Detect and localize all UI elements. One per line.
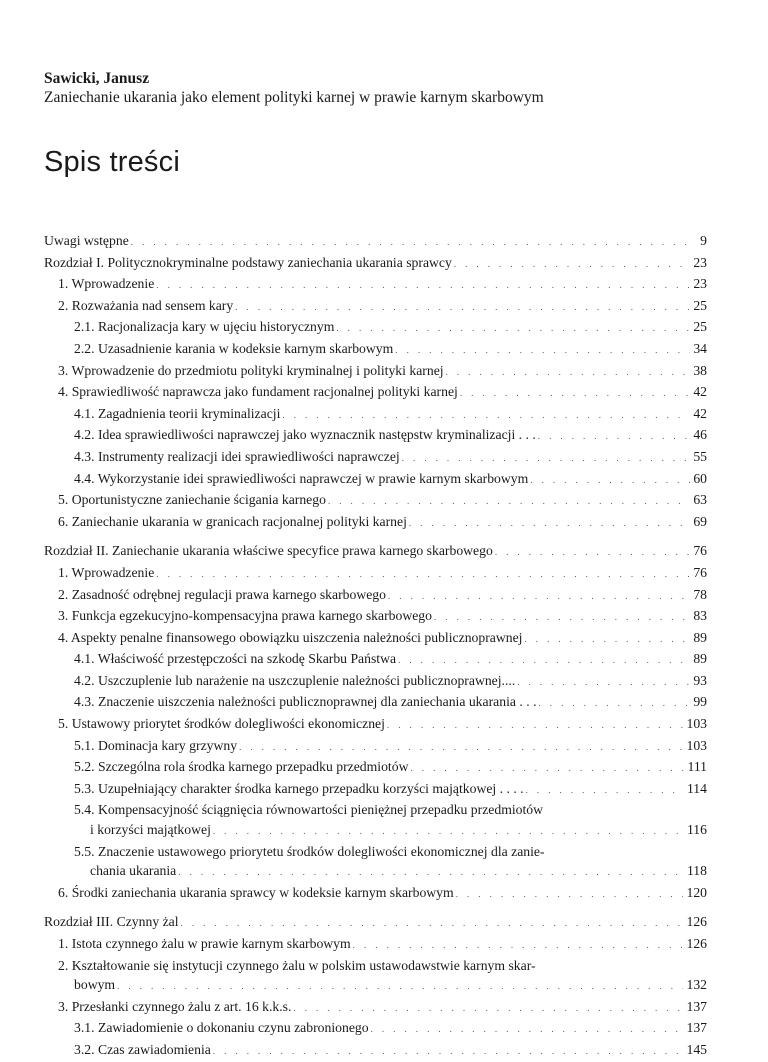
toc-entry bbox=[44, 1040, 707, 1062]
toc-entry-line bbox=[74, 820, 707, 842]
toc-page-number: 83 bbox=[693, 608, 707, 624]
dot-leader bbox=[178, 863, 684, 883]
toc-entry-title: 2. Rozważania nad sensem kary bbox=[58, 297, 234, 313]
toc-page-number: 116 bbox=[686, 822, 707, 838]
toc-entry-line bbox=[58, 956, 707, 976]
toc-entry-title: 4.1. Zagadnienia teorii kryminalizacji bbox=[74, 405, 281, 421]
toc-entry-line bbox=[58, 563, 707, 585]
toc-entry bbox=[44, 274, 707, 296]
toc-entry-title: 5.1. Dominacja kary grzywny bbox=[74, 737, 238, 753]
toc-entry bbox=[44, 253, 707, 275]
dot-leader bbox=[293, 999, 683, 1019]
toc-page-number: 25 bbox=[693, 297, 707, 313]
toc-entry bbox=[44, 649, 707, 671]
toc-entry-title: 4.3. Instrumenty realizacji idei sprawiedliwości naprawczej bbox=[74, 448, 400, 464]
dot-leader bbox=[156, 276, 690, 296]
toc-entry bbox=[44, 382, 707, 404]
toc-entry-title: i korzyści majątkowej bbox=[90, 822, 211, 838]
dot-leader bbox=[539, 694, 691, 714]
toc-page-number: 126 bbox=[686, 936, 707, 951]
dot-leader bbox=[495, 543, 690, 563]
toc-entry-title: 3.2. Czas zawiadomienia bbox=[74, 1041, 211, 1057]
toc-entry-line bbox=[74, 425, 707, 447]
toc-entry bbox=[44, 231, 707, 253]
toc-entry bbox=[44, 956, 707, 997]
toc-entry-title: Rozdział II. Zaniechanie ukarania właściwe specyfice prawa karnego skarbowego bbox=[44, 543, 493, 559]
dot-leader bbox=[460, 384, 690, 404]
toc-entry-title: 1. Istota czynnego żalu w prawie karnym skarbowym bbox=[58, 936, 351, 951]
toc-page-number: 69 bbox=[693, 513, 707, 529]
toc-page-number: 46 bbox=[693, 427, 707, 443]
toc-entry-line bbox=[58, 490, 707, 512]
book-title: Zaniechanie ukarania jako element polityki karnej w prawie karnym skarbowym bbox=[44, 89, 544, 106]
toc-entry-line bbox=[58, 934, 707, 956]
toc-entry-line bbox=[44, 231, 707, 253]
toc-entry-title: 3. Przesłanki czynnego żalu z art. 16 k.k.s. bbox=[58, 998, 292, 1014]
dot-leader bbox=[456, 885, 684, 905]
dot-leader bbox=[524, 630, 690, 650]
toc-entry bbox=[44, 800, 707, 841]
toc-entry-line bbox=[74, 404, 707, 426]
toc-page-number: 99 bbox=[693, 694, 707, 710]
toc-entry-line bbox=[58, 296, 707, 318]
toc-entry-title: 3.1. Zawiadomienie o dokonaniu czynu zabronionego bbox=[74, 1020, 369, 1036]
toc-page-number: 137 bbox=[686, 998, 707, 1014]
toc-entry bbox=[44, 842, 707, 883]
toc-page-number: 103 bbox=[686, 737, 707, 753]
toc-entry-line bbox=[74, 800, 707, 820]
document-header bbox=[44, 69, 544, 107]
toc-page-number: 42 bbox=[693, 384, 707, 400]
toc-page-number: 9 bbox=[700, 233, 707, 248]
toc-entry-title: 5. Ustawowy priorytet środków dolegliwości ekonomicznej bbox=[58, 716, 385, 732]
toc-entry bbox=[44, 469, 707, 491]
toc-entry-title: 5. Oportunistyczne zaniechanie ścigania karnego bbox=[58, 492, 326, 508]
toc-page-number: 120 bbox=[686, 884, 707, 900]
toc-entry-title: 2. Kształtowanie się instytucji czynnego żalu w polskim ustawodawstwie karnym skar- bbox=[58, 957, 536, 973]
toc-page-number: 118 bbox=[686, 863, 707, 879]
toc-entry bbox=[44, 736, 707, 758]
dot-leader bbox=[213, 1042, 684, 1062]
toc-page-number: 25 bbox=[693, 319, 707, 335]
toc-entry-line bbox=[74, 317, 707, 339]
toc-entry-line bbox=[44, 253, 707, 275]
toc-page-number: 89 bbox=[693, 651, 707, 667]
dot-leader bbox=[235, 298, 690, 318]
toc-entry-line bbox=[74, 447, 707, 469]
toc-entry bbox=[44, 883, 707, 905]
toc-page-number: 42 bbox=[693, 405, 707, 421]
toc-entry-line bbox=[74, 671, 707, 693]
toc-entry-title: 4.2. Idea sprawiedliwości naprawczej jako wyznacznik następstw kryminalizacji . . . bbox=[74, 427, 536, 443]
toc-page-number: 137 bbox=[686, 1020, 707, 1036]
toc-entry-title: chania ukarania bbox=[90, 863, 177, 879]
toc-entry-line bbox=[74, 469, 707, 491]
toc-entry-title: Rozdział III. Czynny żal bbox=[44, 914, 179, 930]
toc-entry bbox=[44, 714, 707, 736]
toc-entry bbox=[44, 490, 707, 512]
toc-page-number: 126 bbox=[686, 914, 707, 930]
dot-leader bbox=[454, 255, 690, 275]
dot-leader bbox=[239, 738, 683, 758]
toc-entry-title: 4.3. Znaczenie uiszczenia należności publicznoprawnej dla zaniechania ukarania . . . bbox=[74, 694, 537, 710]
toc-entry-title: 2. Zasadność odrębnej regulacji prawa karnego skarbowego bbox=[58, 586, 386, 602]
toc-entry-title: 1. Wprowadzenie bbox=[58, 276, 155, 292]
toc-entry-title: 5.2. Szczególna rola środka karnego przepadku przedmiotów bbox=[74, 759, 409, 775]
toc-entry-title: 4. Aspekty penalne finansowego obowiązku uiszczenia należności publicznoprawnej bbox=[58, 629, 523, 645]
toc-entry-title: 5.4. Kompensacyjność ściągnięcia równowartości pieniężnej przepadku przedmiotów bbox=[74, 802, 544, 818]
toc-page-number: 76 bbox=[693, 564, 707, 580]
dot-leader bbox=[402, 449, 690, 469]
toc-entry-title: 5.5. Znaczenie ustawowego priorytetu środków dolegliwości ekonomicznej dla zanie- bbox=[74, 843, 545, 859]
dot-leader bbox=[530, 471, 690, 491]
toc-entry-title: 4.4. Wykorzystanie idei sprawiedliwości naprawczej w prawie karnym skarbowym bbox=[74, 470, 529, 486]
toc-entry-title: 2.1. Racjonalizacja kary w ujęciu historycznym bbox=[74, 319, 335, 335]
toc-page-number: 63 bbox=[693, 492, 707, 508]
dot-leader bbox=[434, 608, 690, 628]
dot-leader bbox=[371, 1020, 684, 1040]
toc-entry bbox=[44, 934, 707, 956]
toc-entry bbox=[44, 512, 707, 534]
toc-page-number: 111 bbox=[687, 759, 707, 775]
dot-leader bbox=[213, 822, 684, 842]
toc-entry bbox=[44, 779, 707, 801]
toc-entry bbox=[44, 628, 707, 650]
toc-entry bbox=[44, 541, 707, 563]
toc-entry bbox=[44, 997, 707, 1019]
toc-entry-line bbox=[74, 861, 707, 883]
toc-entry bbox=[44, 606, 707, 628]
toc-entry bbox=[44, 671, 707, 693]
toc-entry-line bbox=[74, 692, 707, 714]
toc-page-number: 114 bbox=[686, 780, 707, 796]
toc-entry-line bbox=[44, 541, 707, 563]
toc-page-number: 132 bbox=[686, 977, 707, 993]
toc-entry-line bbox=[58, 361, 707, 383]
toc-entry-title: 3. Wprowadzenie do przedmiotu polityki kryminalnej i polityki karnej bbox=[58, 362, 444, 378]
toc-entry bbox=[44, 692, 707, 714]
toc-entry bbox=[44, 339, 707, 361]
toc-entry bbox=[44, 585, 707, 607]
table-of-contents bbox=[44, 231, 707, 1062]
toc-page-number: 76 bbox=[693, 543, 707, 559]
toc-entry-line bbox=[44, 912, 707, 934]
dot-leader bbox=[282, 406, 690, 426]
toc-page-number: 23 bbox=[693, 276, 707, 292]
dot-leader bbox=[398, 651, 690, 671]
dot-leader bbox=[517, 673, 690, 693]
toc-entry-line bbox=[74, 736, 707, 758]
toc-entry-title: 5.3. Uzupełniający charakter środka karnego przepadku korzyści majątkowej . . . . bbox=[74, 780, 524, 796]
toc-entry-title: 4.2. Uszczuplenie lub narażenie na uszczuplenie należności publicznoprawnej.... bbox=[74, 672, 516, 688]
toc-entry-line bbox=[74, 649, 707, 671]
toc-entry-line bbox=[74, 757, 707, 779]
toc-entry bbox=[44, 317, 707, 339]
toc-entry bbox=[44, 361, 707, 383]
dot-leader bbox=[336, 319, 690, 339]
dot-leader bbox=[387, 716, 684, 736]
dot-leader bbox=[131, 233, 690, 253]
toc-entry-line bbox=[74, 842, 707, 862]
toc-page-number: 34 bbox=[693, 340, 707, 356]
toc-page-number: 93 bbox=[693, 672, 707, 688]
toc-entry-title: 4. Sprawiedliwość naprawcza jako fundament racjonalnej polityki karnej bbox=[58, 384, 458, 400]
toc-entry-line bbox=[74, 339, 707, 361]
toc-entry-line bbox=[58, 883, 707, 905]
toc-entry-title: 6. Zaniechanie ukarania w granicach racjonalnej polityki karnej bbox=[58, 513, 407, 529]
dot-leader bbox=[388, 587, 690, 607]
toc-entry bbox=[44, 404, 707, 426]
toc-entry bbox=[44, 563, 707, 585]
toc-entry bbox=[44, 447, 707, 469]
toc-entry-line bbox=[58, 997, 707, 1019]
toc-entry bbox=[44, 425, 707, 447]
dot-leader bbox=[328, 492, 690, 512]
toc-entry-line bbox=[74, 779, 707, 801]
toc-page-number: 103 bbox=[686, 716, 707, 732]
dot-leader bbox=[538, 427, 690, 447]
toc-heading: Spis treści bbox=[44, 146, 180, 178]
toc-entry-title: 2.2. Uzasadnienie karania w kodeksie karnym skarbowym bbox=[74, 340, 394, 356]
toc-entry-title: 3. Funkcja egzekucyjno-kompensacyjna prawa karnego skarbowego bbox=[58, 608, 432, 624]
toc-page-number: 89 bbox=[693, 629, 707, 645]
dot-leader bbox=[353, 936, 684, 956]
dot-leader bbox=[395, 341, 690, 361]
toc-page-number: 38 bbox=[693, 362, 707, 378]
toc-entry-line bbox=[58, 274, 707, 296]
toc-entry-line bbox=[58, 512, 707, 534]
toc-page-number: 145 bbox=[686, 1041, 707, 1057]
toc-entry-line bbox=[58, 606, 707, 628]
toc-page-number: 23 bbox=[693, 254, 707, 270]
dot-leader bbox=[410, 759, 684, 779]
toc-entry-title: 1. Wprowadzenie bbox=[58, 564, 155, 580]
toc-entry-line bbox=[58, 714, 707, 736]
toc-entry-line bbox=[74, 1040, 707, 1062]
toc-page-number: 78 bbox=[693, 586, 707, 602]
toc-entry-title: 4.1. Właściwość przestępczości na szkodę Skarbu Państwa bbox=[74, 651, 397, 667]
author-name: Sawicki, Janusz bbox=[44, 70, 150, 87]
toc-entry bbox=[44, 757, 707, 779]
toc-entry-title: Rozdział I. Politycznokryminalne podstawy zaniechania ukarania sprawcy bbox=[44, 254, 452, 270]
toc-entry-line bbox=[58, 585, 707, 607]
toc-entry-line bbox=[58, 382, 707, 404]
dot-leader bbox=[181, 914, 684, 934]
toc-entry-title: bowym bbox=[74, 977, 116, 993]
toc-entry bbox=[44, 296, 707, 318]
dot-leader bbox=[526, 781, 684, 801]
dot-leader bbox=[446, 363, 690, 383]
dot-leader bbox=[156, 565, 690, 585]
toc-entry bbox=[44, 912, 707, 934]
toc-entry-title: Uwagi wstępne bbox=[44, 233, 129, 248]
toc-entry bbox=[44, 1018, 707, 1040]
toc-entry-title: 6. Środki zaniechania ukarania sprawcy w kodeksie karnym skarbowym bbox=[58, 884, 454, 900]
dot-leader bbox=[409, 514, 690, 534]
toc-entry-line bbox=[58, 628, 707, 650]
toc-page-number: 55 bbox=[693, 448, 707, 464]
toc-page-number: 60 bbox=[693, 470, 707, 486]
toc-entry-line bbox=[74, 1018, 707, 1040]
